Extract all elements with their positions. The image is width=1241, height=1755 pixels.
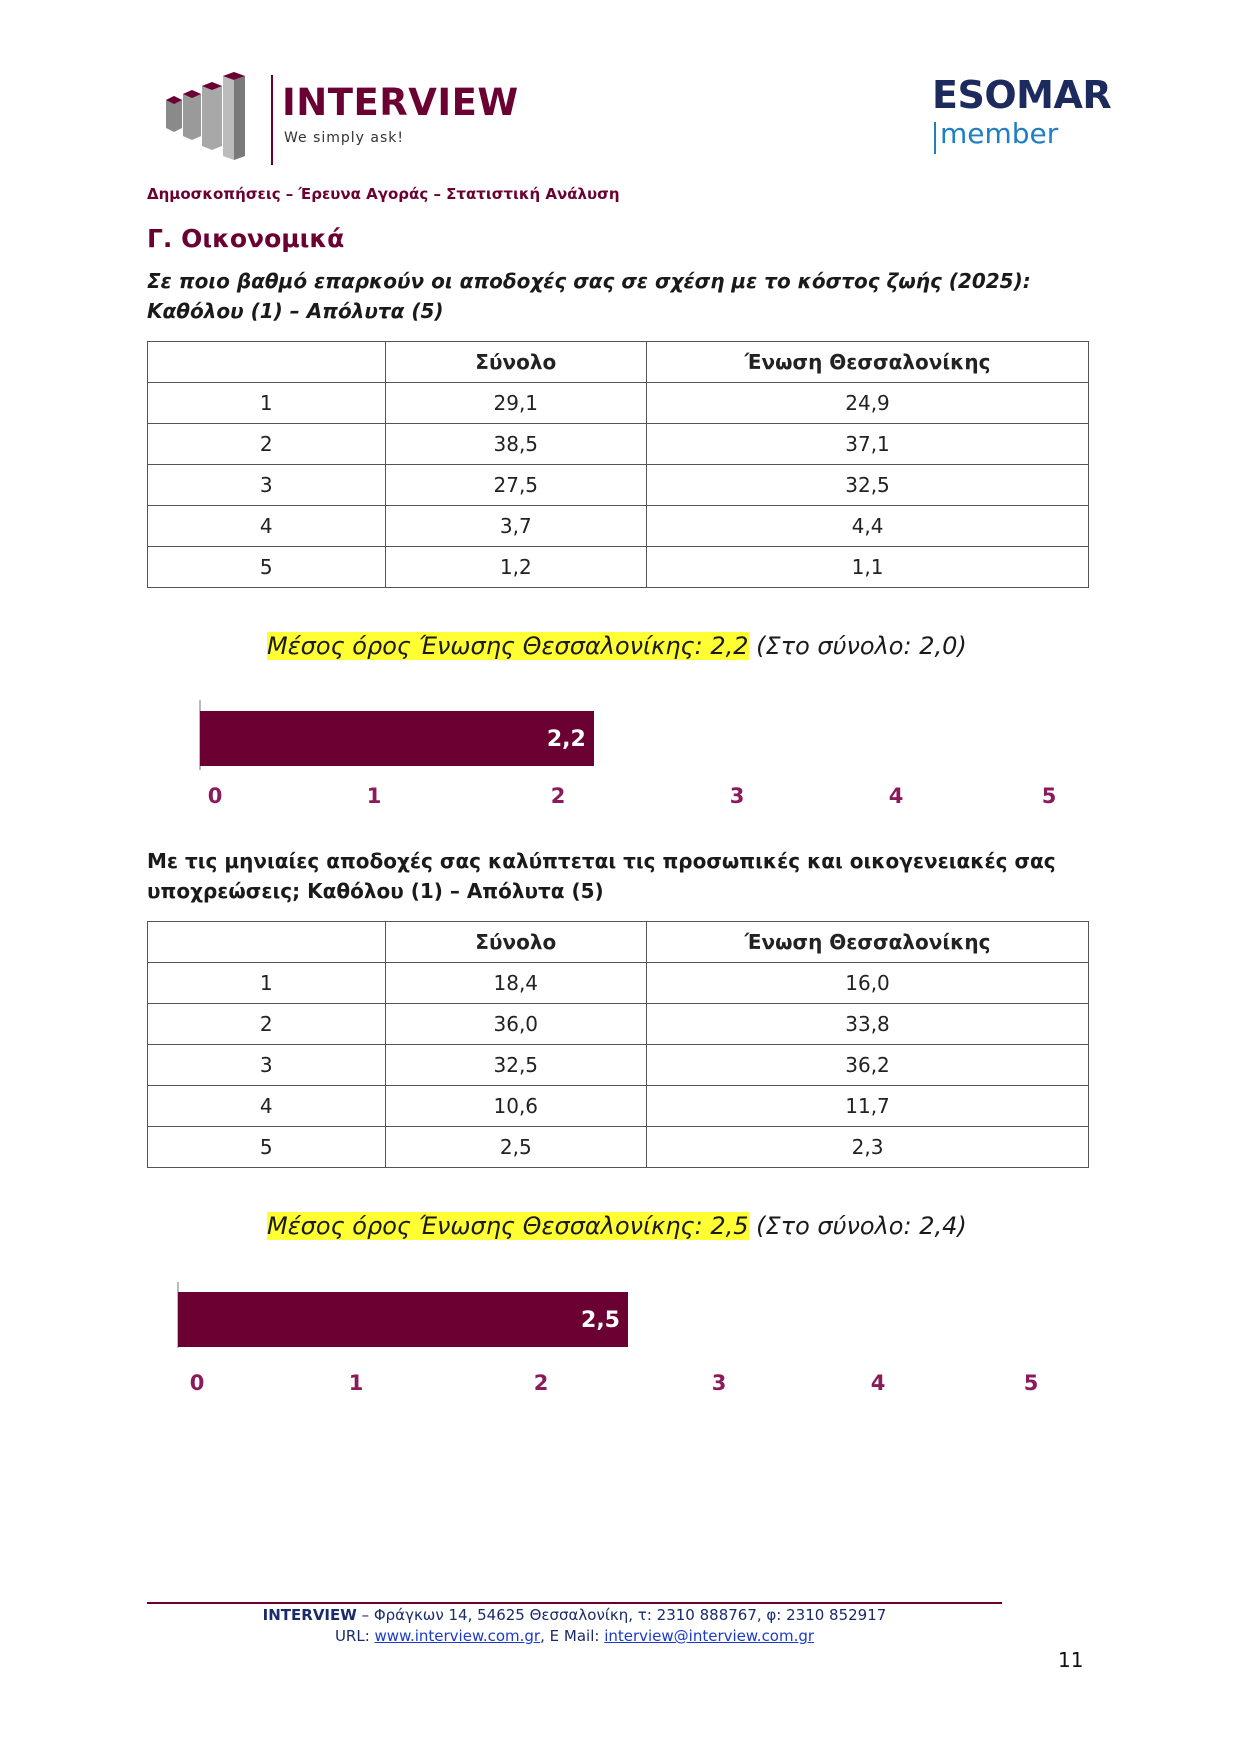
mean-total: (Στο σύνολο: 2,0) [748, 632, 967, 660]
cell: 37,1 [647, 424, 1089, 465]
table-row [148, 547, 1089, 588]
cell: 4 [148, 1086, 386, 1127]
cell: 24,9 [647, 383, 1089, 424]
mean-summary-1 [267, 632, 967, 660]
esomar-member-label: member [940, 117, 1059, 150]
footer-address-text: – Φράγκων 14, 54625 Θεσσαλονίκη, τ: 2310 888767, φ: 2310 852917 [356, 1606, 887, 1624]
table-row [148, 465, 1089, 506]
cell: 5 [148, 547, 386, 588]
mean-total: (Στο σύνολο: 2,4) [748, 1212, 967, 1240]
cell: 16,0 [647, 963, 1089, 1004]
logo-divider [271, 75, 273, 165]
cell: 4 [148, 506, 386, 547]
table-header-row [148, 342, 1089, 383]
cell: 27,5 [385, 465, 647, 506]
interview-logo-icon [166, 72, 266, 162]
chart-1-tick: 2 [550, 784, 566, 808]
table-row [148, 963, 1089, 1004]
table-row [148, 1004, 1089, 1045]
email-label: , E Mail: [540, 1627, 605, 1645]
table-row [148, 1086, 1089, 1127]
email-link[interactable]: interview@interview.com.gr [604, 1627, 815, 1645]
chart-2-tick: 5 [1023, 1371, 1039, 1395]
chart-2-tick: 2 [533, 1371, 549, 1395]
header-cell: Ένωση Θεσσαλονίκης [647, 342, 1089, 383]
chart-2-tick: 1 [348, 1371, 364, 1395]
header-cell: Ένωση Θεσσαλονίκης [647, 922, 1089, 963]
cell: 36,2 [647, 1045, 1089, 1086]
chart-1-tick: 5 [1041, 784, 1057, 808]
services-line: Δημοσκοπήσεις – Έρευνα Αγοράς – Στατιστική Ανάλυση [147, 185, 620, 203]
header-cell [148, 342, 386, 383]
chart-2-tick: 4 [870, 1371, 886, 1395]
header-cell [148, 922, 386, 963]
table-row [148, 1045, 1089, 1086]
mean-highlight: Μέσος όρος Ένωσης Θεσσαλονίκης: 2,2 [267, 632, 749, 660]
chart-2-tick: 0 [189, 1371, 205, 1395]
cell: 38,5 [385, 424, 647, 465]
table-header-row [148, 922, 1089, 963]
chart-1-tick: 3 [729, 784, 745, 808]
results-table-1 [147, 341, 1089, 588]
page-number: 11 [1058, 1648, 1084, 1672]
table-row [148, 506, 1089, 547]
url-label: URL: [334, 1627, 375, 1645]
section-title: Γ. Οικονομικά [147, 224, 345, 253]
esomar-divider [934, 122, 936, 154]
cell: 32,5 [385, 1045, 647, 1086]
cell: 3 [148, 1045, 386, 1086]
cell: 10,6 [385, 1086, 647, 1127]
cell: 29,1 [385, 383, 647, 424]
cell: 11,7 [647, 1086, 1089, 1127]
chart-1-tick: 0 [207, 784, 223, 808]
footer-brand: INTERVIEW [262, 1606, 357, 1624]
cell: 33,8 [647, 1004, 1089, 1045]
cell: 4,4 [647, 506, 1089, 547]
chart-1-tick: 4 [888, 784, 904, 808]
header-cell: Σύνολο [385, 922, 647, 963]
mean-summary-2 [267, 1212, 967, 1240]
cell: 36,0 [385, 1004, 647, 1045]
chart-2-tick: 3 [711, 1371, 727, 1395]
cell: 1,2 [385, 547, 647, 588]
footer-contacts [147, 1627, 1002, 1645]
question-1: Σε ποιο βαθμό επαρκούν οι αποδοχές σας σε σχέση με το κόστος ζωής (2025): Καθόλου (1) – Απόλυτα (5) [147, 269, 1031, 323]
cell: 2 [148, 1004, 386, 1045]
cell: 2,5 [385, 1127, 647, 1168]
chart-1-tick: 1 [366, 784, 382, 808]
table-row [148, 1127, 1089, 1168]
cell: 1 [148, 383, 386, 424]
cell: 32,5 [647, 465, 1089, 506]
cell: 1,1 [647, 547, 1089, 588]
esomar-logo: ESOMAR [932, 73, 1112, 117]
brand-tagline: We simply ask! [284, 130, 405, 146]
footer-address [147, 1606, 1002, 1624]
cell: 3 [148, 465, 386, 506]
question-2: Με τις μηνιαίες αποδοχές σας καλύπτεται τις προσωπικές και οικογενειακές σας υποχρεώσεις; Καθόλου (1) – Απόλυτα (5) [147, 849, 1056, 903]
cell: 2 [148, 424, 386, 465]
cell: 18,4 [385, 963, 647, 1004]
cell: 2,3 [647, 1127, 1089, 1168]
website-link[interactable]: www.interview.com.gr [374, 1627, 541, 1645]
table-row [148, 383, 1089, 424]
cell: 1 [148, 963, 386, 1004]
footer-divider [147, 1602, 1002, 1604]
chart-2-bar-label: 2,5 [581, 1308, 620, 1333]
brand-name: INTERVIEW [282, 81, 519, 124]
mean-highlight: Μέσος όρος Ένωσης Θεσσαλονίκης: 2,5 [267, 1212, 749, 1240]
cell: 5 [148, 1127, 386, 1168]
cell: 3,7 [385, 506, 647, 547]
chart-1-bar-label: 2,2 [546, 727, 586, 752]
table-row [148, 424, 1089, 465]
header-cell: Σύνολο [385, 342, 647, 383]
results-table-2 [147, 921, 1089, 1168]
